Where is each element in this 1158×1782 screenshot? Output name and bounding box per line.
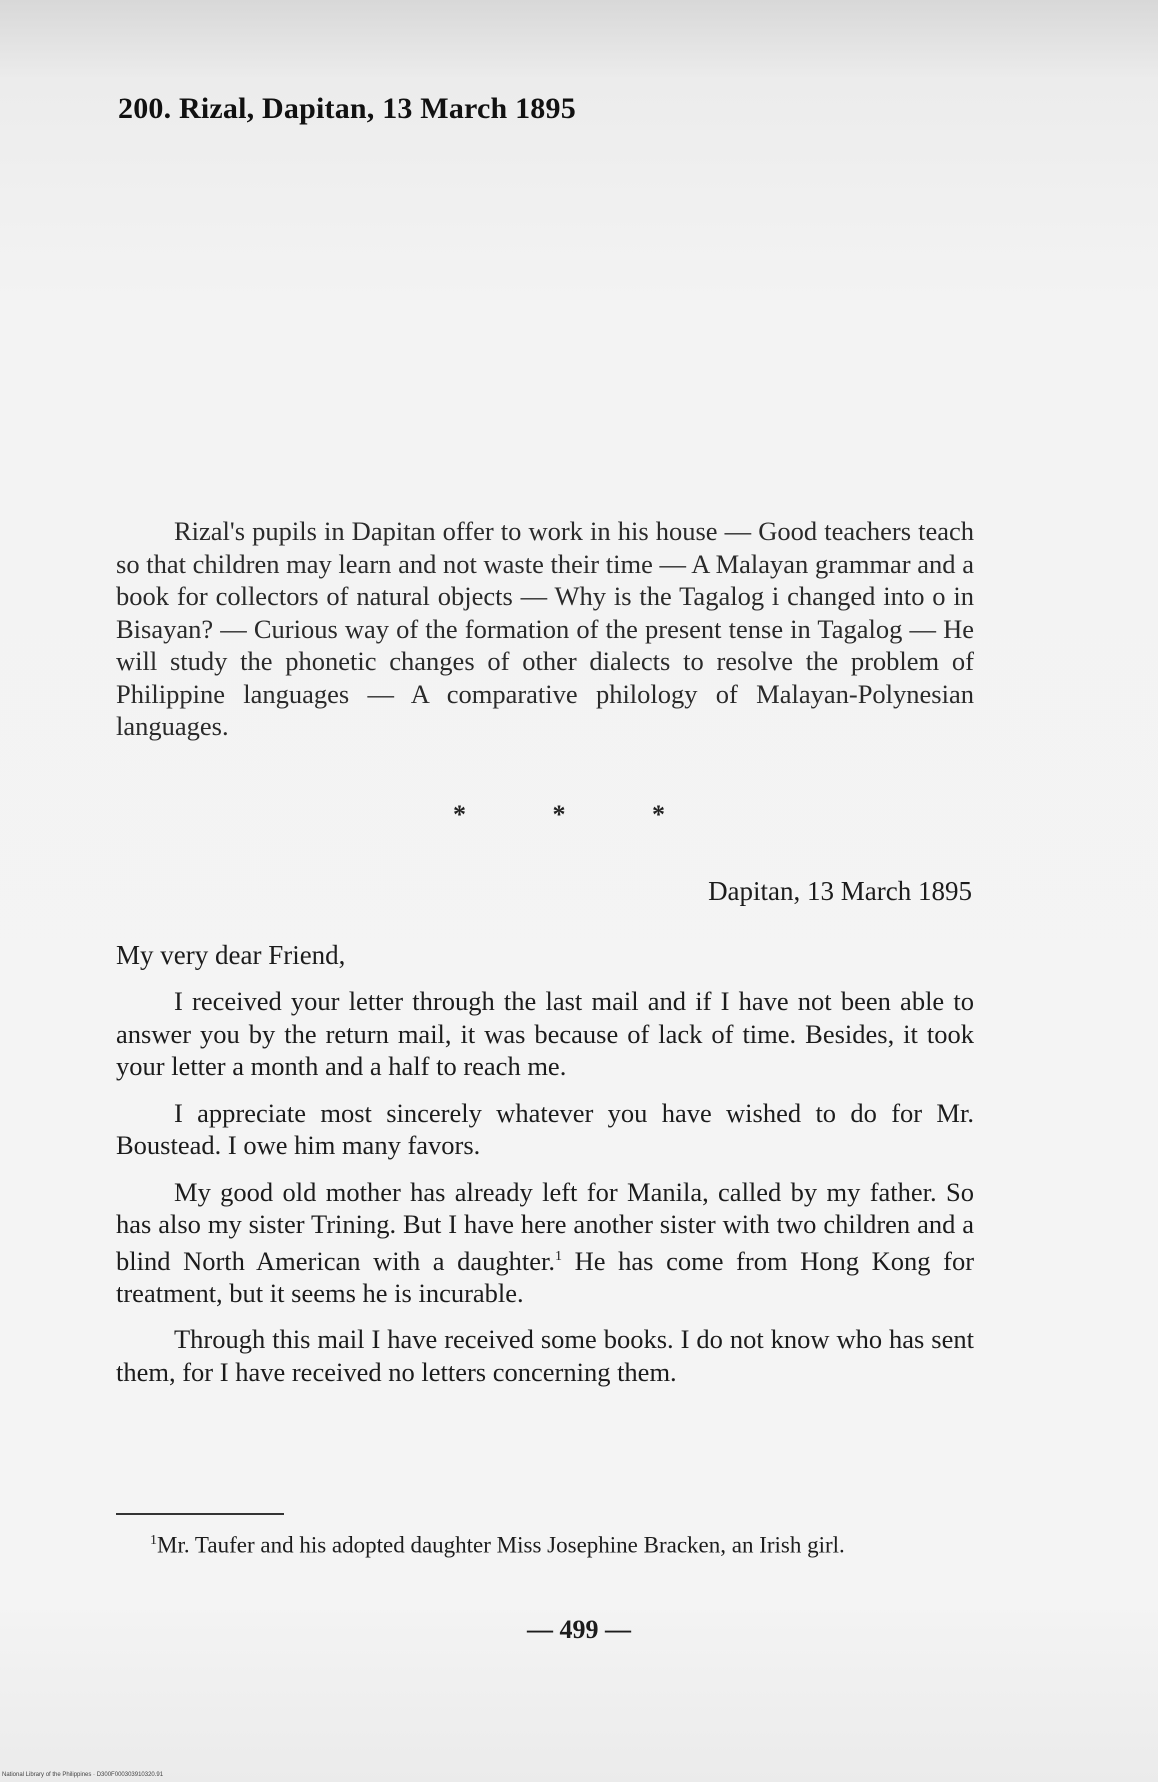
footnote-text: Mr. Taufer and his adopted daughter Miss Josephine Bracken, an Irish girl. bbox=[157, 1532, 845, 1558]
section-separator: * * * bbox=[453, 800, 705, 829]
footnote-marker: 1 bbox=[150, 1533, 157, 1548]
letter-heading: 200. Rizal, Dapitan, 13 March 1895 bbox=[118, 92, 576, 125]
paragraph-1: I received your letter through the last mail and if I have not been able to answer you by the return mail, it was because of lack of time. Besides, it took your letter a month and a half to reach me. bbox=[116, 986, 974, 1081]
paragraph-3-continuation: He has come from Hong Kong for treatment, but it seems he is incurable. bbox=[116, 1245, 975, 1308]
salutation: My very dear Friend, bbox=[116, 940, 346, 970]
paragraph-4: Through this mail I have received some books. I do not know who has sent them, for I have received no letters concerning them. bbox=[116, 1324, 974, 1387]
footnote-reference: 1 bbox=[555, 1248, 563, 1264]
page-number: — 499 — bbox=[527, 1615, 631, 1644]
footnote-divider bbox=[116, 1513, 284, 1515]
letter-body bbox=[116, 985, 974, 1402]
dateline: Dapitan, 13 March 1895 bbox=[708, 876, 972, 906]
paragraph-3 bbox=[116, 1176, 974, 1310]
footnote bbox=[116, 1527, 974, 1560]
paragraph-3-text: My good old mother has already left for Manila, called by my father. So has also my sister Trining. But I have here another sister with two children and a blind North American with a daughter. bbox=[116, 1176, 974, 1276]
archive-note: National Library of the Philippines · D300F000303910320.91 bbox=[2, 1772, 164, 1778]
paragraph-2: I appreciate most sincerely whatever you have wished to do for Mr. Boustead. I owe him many favors. bbox=[116, 1097, 974, 1160]
letter-summary: Rizal's pupils in Dapitan offer to work in his house — Good teachers teach so that children may learn and not waste their time — A Malayan grammar and a book for collectors of natural objects — Why is the Tagalog i changed into o in Bisayan? — Curious way of the formation of the present tense in Tagalog — He will study the phonetic changes of other dialects to resolve the problem of Philippine languages — A comparative philology of Malayan-Polynesian languages. bbox=[116, 516, 974, 741]
